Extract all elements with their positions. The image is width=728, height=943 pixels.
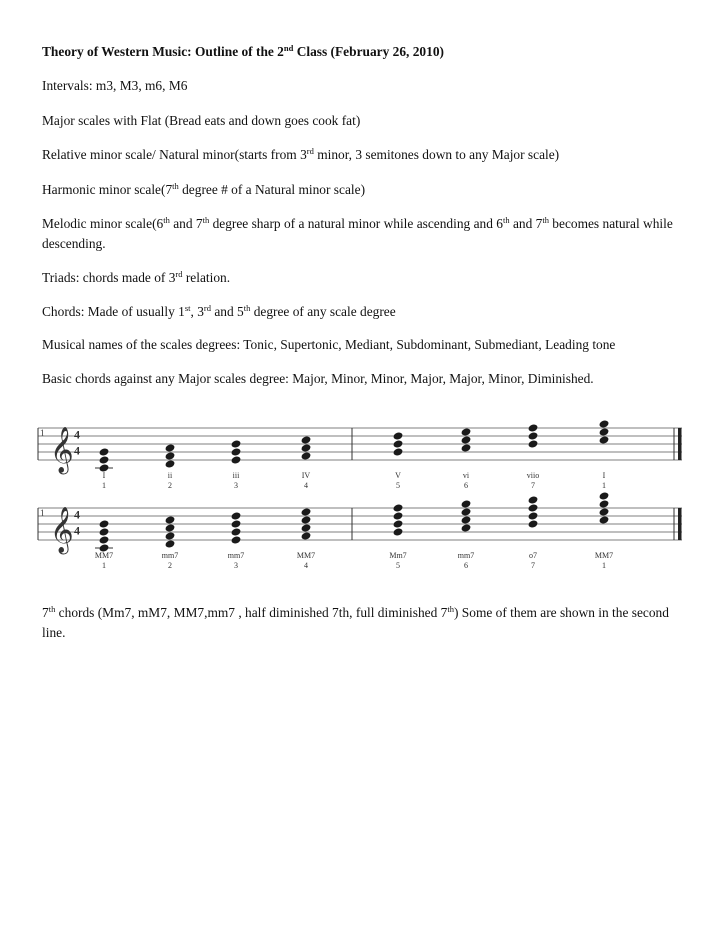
scale-degree-number: 5 [396,561,400,570]
scale-degree-number: 4 [304,561,308,570]
chord-quality: mm7 [227,551,245,560]
note-head [231,535,242,544]
seventh-chords-line: 7th chords (Mm7, mM7, MM7,mm7 , half diminished 7th, full diminished 7th) Some of them are shown in the second line. [42,604,669,640]
chord-quality: Mm7 [389,551,407,560]
note-head [99,535,110,544]
note-head [599,491,610,500]
treble-clef-icon: 𝄞 [50,427,74,472]
scale-degree-number: 1 [102,561,106,570]
scale-degree-number: 3 [234,561,238,570]
chord-quality: MM7 [296,551,316,560]
note-head [461,427,472,436]
scale-degree-number: 7 [531,481,535,490]
roman-numeral: IV [301,471,311,480]
final-barline-thick [678,428,682,460]
note-head [231,439,242,448]
note-head [165,443,176,452]
roman-numeral: iii [232,471,240,480]
chord-quality: MM7 [594,551,614,560]
note-head [231,527,242,536]
note-head [528,439,539,448]
document-title: Theory of Western Music: Outline of the 2nd Class (February 26, 2010) [42,43,444,59]
note-head [393,503,404,512]
roman-numeral: viio [526,471,540,480]
music-score [36,420,688,588]
note-head [461,515,472,524]
note-head [231,519,242,528]
note-head [99,455,110,464]
roman-numeral: vi [462,471,470,480]
musical-names-line: Musical names of the scales degrees: Tonic, Supertonic, Mediant, Subdominant, Submediant, Leading tone [42,337,616,352]
time-signature-bottom: 4 [74,523,80,538]
roman-numeral: I [602,471,606,480]
note-head [528,431,539,440]
note-head [165,459,176,468]
note-head [393,447,404,456]
note-head [599,435,610,444]
note-head [231,455,242,464]
scale-degree-number: 2 [168,561,172,570]
scale-degree-number: 6 [464,481,468,490]
note-head [528,423,539,432]
chord-quality: MM7 [94,551,114,560]
melodic-minor-line: Melodic minor scale(6th and 7th degree sharp of a natural minor while ascending and 6th and 7th becomes natural while descending. [42,215,673,251]
note-head [599,427,610,436]
chord-quality-labels [95,551,613,560]
note-head [231,511,242,520]
note-head [599,515,610,524]
note-head [393,527,404,536]
note-head [301,531,312,540]
score-system-2 [38,491,682,570]
chord-quality: mm7 [161,551,179,560]
scale-degree-number: 4 [304,481,308,490]
scale-degree-number: 5 [396,481,400,490]
time-signature-top: 4 [74,427,80,442]
note-head [461,435,472,444]
final-barline-thick [678,508,682,540]
measure-number: 1 [40,508,45,518]
intervals-line: Intervals: m3, M3, m6, M6 [42,78,188,93]
note-head [461,499,472,508]
basic-chords-line: Basic chords against any Major scales degree: Major, Minor, Minor, Major, Major, Minor, Diminished. [42,371,594,386]
chords-line: Chords: Made of usually 1st, 3rd and 5th degree of any scale degree [42,303,396,319]
roman-numeral: ii [167,471,173,480]
staff-lines [38,508,682,540]
note-head [461,507,472,516]
roman-numeral: I [102,471,106,480]
scale-degree-number: 3 [234,481,238,490]
note-head [301,435,312,444]
note-head [301,515,312,524]
note-head [599,420,610,429]
scale-degree-number: 1 [102,481,106,490]
harmonic-minor-line: Harmonic minor scale(7th degree # of a Natural minor scale) [42,181,366,197]
roman-numeral-labels [103,471,606,480]
note-head [165,539,176,548]
treble-clef-icon: 𝄞 [50,507,74,552]
note-head [99,527,110,536]
chord-quality: o7 [529,551,537,560]
note-head [528,495,539,504]
note-head [301,507,312,516]
triads-line: Triads: chords made of 3rd relation. [42,269,231,285]
note-head [528,511,539,520]
note-head [301,443,312,452]
relative-minor-line: Relative minor scale/ Natural minor(starts from 3rd minor, 3 semitones down to any Major scale) [42,146,560,162]
chord-quality: mm7 [457,551,475,560]
roman-numeral: V [395,471,401,480]
note-head [165,531,176,540]
note-head [393,519,404,528]
note-head [393,511,404,520]
note-head [165,523,176,532]
staff-lines [38,428,682,460]
measure-number: 1 [40,428,45,438]
note-head [528,519,539,528]
note-head [165,515,176,524]
degree-number-labels [102,561,606,570]
scale-degree-number: 2 [168,481,172,490]
note-head [599,507,610,516]
note-head [393,431,404,440]
note-head [461,523,472,532]
note-head [99,447,110,456]
scale-degree-number: 1 [602,561,606,570]
note-head [301,451,312,460]
scale-degree-number: 6 [464,561,468,570]
time-signature-top: 4 [74,507,80,522]
degree-number-labels [102,481,606,490]
note-head [461,443,472,452]
note-head [165,451,176,460]
note-head [528,503,539,512]
note-head [393,439,404,448]
score-system-1 [38,420,682,490]
note-head [231,447,242,456]
scale-degree-number: 7 [531,561,535,570]
time-signature-bottom: 4 [74,443,80,458]
note-head [99,519,110,528]
note-head [301,523,312,532]
major-flat-line: Major scales with Flat (Bread eats and down goes cook fat) [42,113,361,128]
scale-degree-number: 1 [602,481,606,490]
note-head [599,499,610,508]
